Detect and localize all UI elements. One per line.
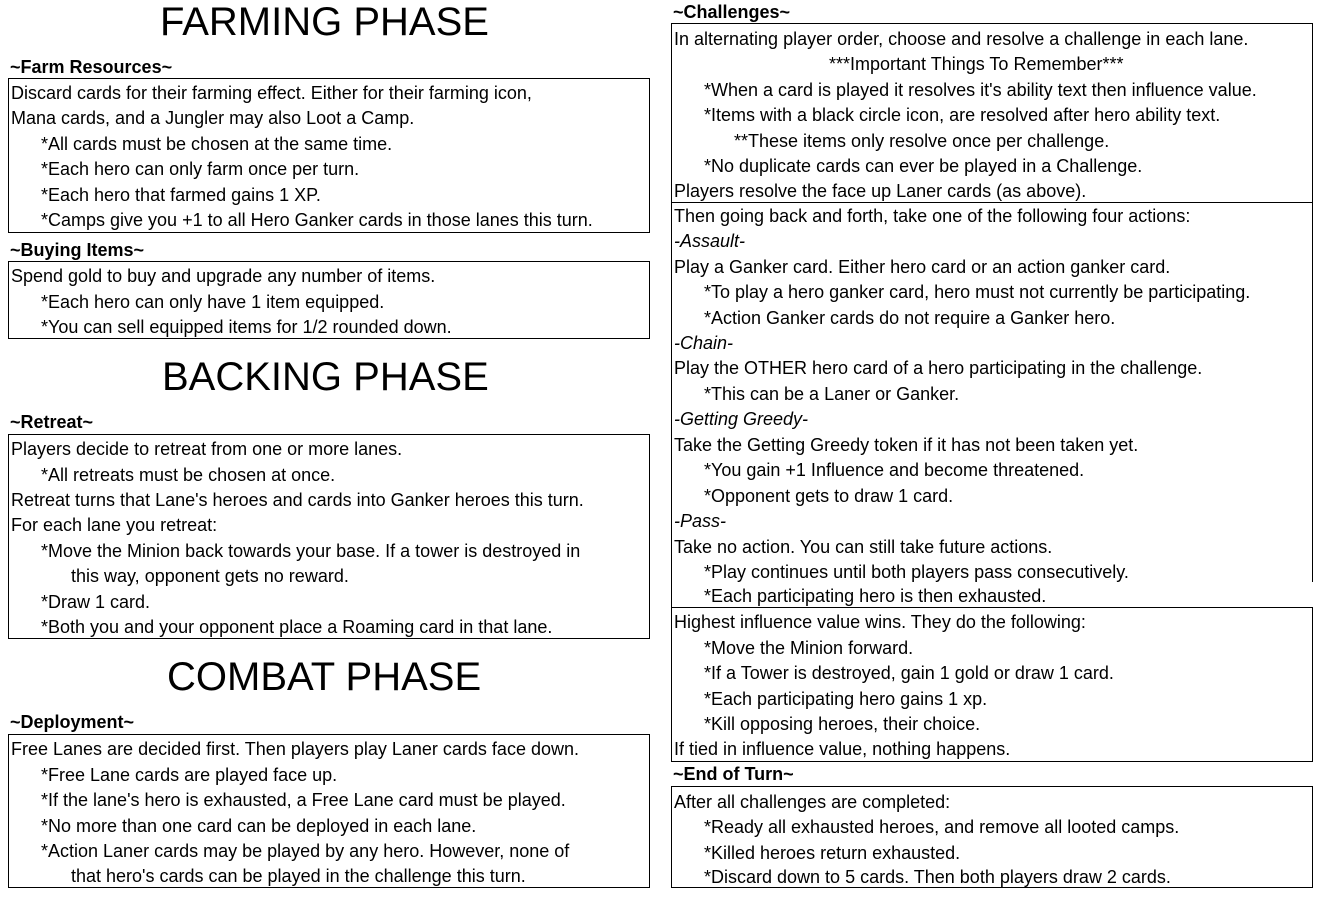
retreat-heading: ~Retreat~ — [10, 412, 94, 432]
farming-phase-title: FARMING PHASE — [160, 0, 489, 44]
bullet-line: *Kill opposing heroes, their choice. — [704, 714, 981, 734]
challenge-actions-box — [671, 202, 1313, 608]
text-line: In alternating player order, choose and resolve a challenge in each lane. — [674, 29, 1249, 49]
bullet-line: *Items with a black circle icon, are resolved after hero ability text. — [704, 105, 1221, 125]
bullet-line: *Each participating hero gains 1 xp. — [704, 689, 988, 709]
divider — [671, 202, 1313, 203]
important-reminder-title: ***Important Things To Remember*** — [829, 54, 1124, 74]
continuation-line: this way, opponent gets no reward. — [71, 566, 349, 586]
bullet-line: *Action Ganker cards do not require a Ganker hero. — [704, 308, 1116, 328]
bullet-line: *Ready all exhausted heroes, and remove all looted camps. — [704, 817, 1180, 837]
action-pass-label: -Pass- — [674, 511, 727, 531]
text-line: Take no action. You can still take future actions. — [674, 537, 1053, 557]
bullet-line: *To play a hero ganker card, hero must not currently be participating. — [704, 282, 1251, 302]
action-getting-greedy-label: -Getting Greedy- — [674, 409, 809, 429]
bullet-line: *Both you and your opponent place a Roaming card in that lane. — [41, 617, 553, 637]
sub-bullet-line: **These items only resolve once per challenge. — [734, 131, 1110, 151]
text-line: Play a Ganker card. Either hero card or an action ganker card. — [674, 257, 1171, 277]
deployment-heading: ~Deployment~ — [10, 712, 135, 732]
text-line: Take the Getting Greedy token if it has not been taken yet. — [674, 435, 1139, 455]
text-line: Highest influence value wins. They do the following: — [674, 612, 1086, 632]
bullet-line: *Draw 1 card. — [41, 592, 151, 612]
bullet-line: *If a Tower is destroyed, gain 1 gold or draw 1 card. — [704, 663, 1114, 683]
farm-resources-box — [8, 78, 650, 233]
bullet-line: *Each participating hero is then exhausted. — [704, 586, 1047, 606]
challenges-heading: ~Challenges~ — [673, 2, 791, 22]
deployment-box — [8, 734, 650, 888]
bullet-line: *Move the Minion back towards your base. If a tower is destroyed in — [41, 541, 581, 561]
bullet-line: *Opponent gets to draw 1 card. — [704, 486, 954, 506]
retreat-box — [8, 434, 650, 639]
text-line: Free Lanes are decided first. Then players play Laner cards face down. — [11, 739, 579, 759]
bullet-line: *Each hero can only farm once per turn. — [41, 159, 360, 179]
bullet-line: *Play continues until both players pass consecutively. — [704, 562, 1129, 582]
text-line: Mana cards, and a Jungler may also Loot a Camp. — [11, 108, 415, 128]
text-line: If tied in influence value, nothing happens. — [674, 739, 1011, 759]
buying-items-heading: ~Buying Items~ — [10, 240, 145, 260]
bullet-line: *If the lane's hero is exhausted, a Free Lane card must be played. — [41, 790, 566, 810]
bullet-line: *Camps give you +1 to all Hero Ganker cards in those lanes this turn. — [41, 210, 593, 230]
bullet-line: *All cards must be chosen at the same time. — [41, 134, 393, 154]
bullet-line: *Action Laner cards may be played by any hero. However, none of — [41, 841, 570, 861]
action-chain-label: -Chain- — [674, 333, 734, 353]
divider — [1312, 202, 1313, 582]
bullet-line: *This can be a Laner or Ganker. — [704, 384, 960, 404]
combat-phase-title: COMBAT PHASE — [167, 655, 482, 699]
text-line: Then going back and forth, take one of the following four actions: — [674, 206, 1191, 226]
end-of-turn-heading: ~End of Turn~ — [673, 764, 794, 784]
text-line: For each lane you retreat: — [11, 515, 218, 535]
divider — [671, 202, 672, 608]
text-line: Players resolve the face up Laner cards (as above). — [674, 181, 1087, 201]
text-line: Spend gold to buy and upgrade any number of items. — [11, 266, 436, 286]
text-line: Discard cards for their farming effect. Either for their farming icon, — [11, 83, 532, 103]
action-assault-label: -Assault- — [674, 231, 746, 251]
text-line: Players decide to retreat from one or more lanes. — [11, 439, 403, 459]
farm-resources-heading: ~Farm Resources~ — [10, 57, 173, 77]
challenge-result-box — [671, 607, 1313, 762]
bullet-line: *Each hero can only have 1 item equipped. — [41, 292, 385, 312]
text-line: Play the OTHER hero card of a hero participating in the challenge. — [674, 358, 1203, 378]
continuation-line: that hero's cards can be played in the challenge this turn. — [71, 866, 526, 886]
bullet-line: *No duplicate cards can ever be played in a Challenge. — [704, 156, 1143, 176]
text-line: After all challenges are completed: — [674, 792, 951, 812]
challenges-rules-box — [671, 23, 1313, 203]
bullet-line: *Move the Minion forward. — [704, 638, 914, 658]
bullet-line: *Discard down to 5 cards. Then both players draw 2 cards. — [704, 867, 1171, 887]
backing-phase-title: BACKING PHASE — [162, 355, 489, 399]
bullet-line: *You can sell equipped items for 1/2 rounded down. — [41, 317, 452, 337]
bullet-line: *When a card is played it resolves it's ability text then influence value. — [704, 80, 1257, 100]
buying-items-box — [8, 261, 650, 339]
end-of-turn-box — [671, 786, 1313, 888]
text-line: Retreat turns that Lane's heroes and cards into Ganker heroes this turn. — [11, 490, 584, 510]
bullet-line: *Free Lane cards are played face up. — [41, 765, 338, 785]
bullet-line: *You gain +1 Influence and become threatened. — [704, 460, 1085, 480]
bullet-line: *All retreats must be chosen at once. — [41, 465, 336, 485]
bullet-line: *Killed heroes return exhausted. — [704, 843, 961, 863]
bullet-line: *No more than one card can be deployed in each lane. — [41, 816, 477, 836]
bullet-line: *Each hero that farmed gains 1 XP. — [41, 185, 321, 205]
